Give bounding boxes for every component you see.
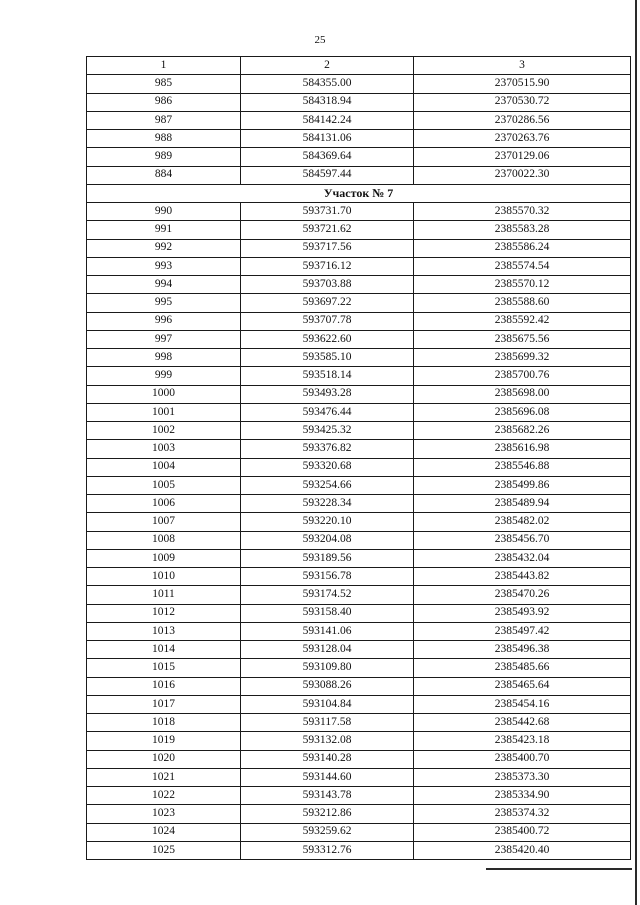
table-row [87,568,631,586]
column-header-point-number: 1 [87,57,241,75]
cell-y-coordinate: 2370022.30 [414,166,631,184]
cell-point-number: 988 [87,130,241,148]
table-row [87,714,631,732]
table-row [87,841,631,859]
cell-y-coordinate: 2385373.30 [414,768,631,786]
cell-x-coordinate: 584369.64 [241,148,414,166]
cell-x-coordinate: 584597.44 [241,166,414,184]
cell-y-coordinate: 2385334.90 [414,787,631,805]
cell-point-number: 1013 [87,622,241,640]
page-number: 25 [314,34,326,46]
cell-x-coordinate: 593585.10 [241,349,414,367]
cell-y-coordinate: 2385489.94 [414,495,631,513]
cell-point-number: 1002 [87,422,241,440]
cell-x-coordinate: 593259.62 [241,823,414,841]
cell-y-coordinate: 2385570.12 [414,276,631,294]
cell-point-number: 985 [87,75,241,93]
cell-point-number: 997 [87,330,241,348]
table-row [87,586,631,604]
cell-point-number: 989 [87,148,241,166]
cell-y-coordinate: 2385400.70 [414,750,631,768]
cell-x-coordinate: 593140.28 [241,750,414,768]
cell-point-number: 1025 [87,841,241,859]
cell-point-number: 993 [87,257,241,275]
cell-point-number: 1007 [87,513,241,531]
cell-point-number: 990 [87,203,241,221]
table-row [87,257,631,275]
cell-point-number: 1006 [87,495,241,513]
coordinates-table [86,56,631,860]
table-row [87,75,631,93]
cell-y-coordinate: 2385493.92 [414,604,631,622]
cell-point-number: 884 [87,166,241,184]
section-title: Участок № 7 [87,184,631,202]
table-row [87,677,631,695]
cell-point-number: 998 [87,349,241,367]
cell-y-coordinate: 2385588.60 [414,294,631,312]
cell-y-coordinate: 2385456.70 [414,531,631,549]
cell-y-coordinate: 2385583.28 [414,221,631,239]
cell-x-coordinate: 593088.26 [241,677,414,695]
table-row [87,513,631,531]
cell-y-coordinate: 2385700.76 [414,367,631,385]
cell-x-coordinate: 593312.76 [241,841,414,859]
cell-point-number: 1003 [87,440,241,458]
cell-x-coordinate: 593731.70 [241,203,414,221]
cell-x-coordinate: 593518.14 [241,367,414,385]
table-row [87,385,631,403]
cell-y-coordinate: 2385454.16 [414,695,631,713]
cell-point-number: 1019 [87,732,241,750]
cell-y-coordinate: 2385574.54 [414,257,631,275]
section-row [87,184,631,202]
cell-point-number: 1016 [87,677,241,695]
table-body-before-section [87,75,631,185]
cell-x-coordinate: 593189.56 [241,549,414,567]
cell-point-number: 995 [87,294,241,312]
cell-y-coordinate: 2385592.42 [414,312,631,330]
table-row [87,239,631,257]
cell-point-number: 1024 [87,823,241,841]
cell-point-number: 1005 [87,476,241,494]
cell-y-coordinate: 2385698.00 [414,385,631,403]
cell-point-number: 1015 [87,659,241,677]
cell-point-number: 1010 [87,568,241,586]
cell-y-coordinate: 2385682.26 [414,422,631,440]
cell-x-coordinate: 593425.32 [241,422,414,440]
table-row [87,768,631,786]
cell-point-number: 996 [87,312,241,330]
cell-point-number: 1000 [87,385,241,403]
table-row [87,330,631,348]
table-row [87,166,631,184]
cell-x-coordinate: 593320.68 [241,458,414,476]
cell-x-coordinate: 593376.82 [241,440,414,458]
cell-point-number: 1004 [87,458,241,476]
cell-y-coordinate: 2385699.32 [414,349,631,367]
table-row [87,732,631,750]
column-header-x-coordinate: 2 [241,57,414,75]
cell-y-coordinate: 2385485.66 [414,659,631,677]
cell-x-coordinate: 593707.78 [241,312,414,330]
cell-y-coordinate: 2385423.18 [414,732,631,750]
cell-x-coordinate: 593174.52 [241,586,414,604]
cell-point-number: 1021 [87,768,241,786]
table-row [87,787,631,805]
cell-point-number: 1012 [87,604,241,622]
cell-y-coordinate: 2385400.72 [414,823,631,841]
cell-y-coordinate: 2370263.76 [414,130,631,148]
scan-edge-line [635,0,637,905]
cell-x-coordinate: 593141.06 [241,622,414,640]
cell-point-number: 1001 [87,403,241,421]
cell-x-coordinate: 593132.08 [241,732,414,750]
cell-y-coordinate: 2385570.32 [414,203,631,221]
table-row [87,312,631,330]
table-row [87,750,631,768]
table-row [87,622,631,640]
cell-y-coordinate: 2385470.26 [414,586,631,604]
cell-y-coordinate: 2385586.24 [414,239,631,257]
cell-y-coordinate: 2370515.90 [414,75,631,93]
table-row [87,659,631,677]
cell-y-coordinate: 2385443.82 [414,568,631,586]
cell-x-coordinate: 584318.94 [241,93,414,111]
cell-point-number: 994 [87,276,241,294]
cell-point-number: 1020 [87,750,241,768]
table-header-row [87,57,631,75]
cell-point-number: 1018 [87,714,241,732]
table-row [87,130,631,148]
table-row [87,367,631,385]
table-row [87,111,631,129]
cell-point-number: 1008 [87,531,241,549]
cell-x-coordinate: 593476.44 [241,403,414,421]
cell-x-coordinate: 593109.80 [241,659,414,677]
cell-x-coordinate: 593144.60 [241,768,414,786]
table-row [87,549,631,567]
cell-x-coordinate: 593254.66 [241,476,414,494]
cell-y-coordinate: 2370129.06 [414,148,631,166]
table-row [87,276,631,294]
cell-y-coordinate: 2385465.64 [414,677,631,695]
cell-point-number: 992 [87,239,241,257]
table-row [87,93,631,111]
table-row [87,476,631,494]
cell-y-coordinate: 2385420.40 [414,841,631,859]
cell-point-number: 1023 [87,805,241,823]
table-row [87,422,631,440]
cell-x-coordinate: 593721.62 [241,221,414,239]
cell-point-number: 1009 [87,549,241,567]
table-row [87,221,631,239]
cell-x-coordinate: 593716.12 [241,257,414,275]
cell-y-coordinate: 2370530.72 [414,93,631,111]
cell-y-coordinate: 2385696.08 [414,403,631,421]
bottom-rule [486,868,632,870]
cell-x-coordinate: 593204.08 [241,531,414,549]
table-row [87,203,631,221]
cell-y-coordinate: 2385442.68 [414,714,631,732]
table-row [87,349,631,367]
table-row [87,440,631,458]
cell-x-coordinate: 593622.60 [241,330,414,348]
table-row [87,531,631,549]
cell-x-coordinate: 593143.78 [241,787,414,805]
cell-point-number: 986 [87,93,241,111]
cell-point-number: 999 [87,367,241,385]
cell-x-coordinate: 584355.00 [241,75,414,93]
cell-point-number: 987 [87,111,241,129]
table-row [87,148,631,166]
cell-point-number: 1017 [87,695,241,713]
cell-y-coordinate: 2385374.32 [414,805,631,823]
table-row [87,604,631,622]
cell-y-coordinate: 2385675.56 [414,330,631,348]
table-row [87,294,631,312]
cell-x-coordinate: 593717.56 [241,239,414,257]
cell-x-coordinate: 593156.78 [241,568,414,586]
table-row [87,823,631,841]
cell-y-coordinate: 2370286.56 [414,111,631,129]
cell-point-number: 1022 [87,787,241,805]
cell-x-coordinate: 593158.40 [241,604,414,622]
cell-x-coordinate: 584142.24 [241,111,414,129]
cell-x-coordinate: 593128.04 [241,641,414,659]
cell-point-number: 991 [87,221,241,239]
cell-point-number: 1014 [87,641,241,659]
table-row [87,458,631,476]
cell-y-coordinate: 2385497.42 [414,622,631,640]
table-row [87,403,631,421]
cell-x-coordinate: 593212.86 [241,805,414,823]
cell-x-coordinate: 593117.58 [241,714,414,732]
cell-y-coordinate: 2385616.98 [414,440,631,458]
cell-y-coordinate: 2385546.88 [414,458,631,476]
table-row [87,695,631,713]
column-header-y-coordinate: 3 [414,57,631,75]
table-row [87,641,631,659]
cell-x-coordinate: 593228.34 [241,495,414,513]
cell-x-coordinate: 584131.06 [241,130,414,148]
cell-y-coordinate: 2385496.38 [414,641,631,659]
cell-x-coordinate: 593104.84 [241,695,414,713]
cell-y-coordinate: 2385482.02 [414,513,631,531]
table-row [87,495,631,513]
cell-y-coordinate: 2385499.86 [414,476,631,494]
table-body-after-section [87,203,631,860]
cell-x-coordinate: 593697.22 [241,294,414,312]
cell-x-coordinate: 593220.10 [241,513,414,531]
cell-y-coordinate: 2385432.04 [414,549,631,567]
cell-x-coordinate: 593493.28 [241,385,414,403]
cell-point-number: 1011 [87,586,241,604]
table-row [87,805,631,823]
section-body [87,184,631,202]
cell-x-coordinate: 593703.88 [241,276,414,294]
